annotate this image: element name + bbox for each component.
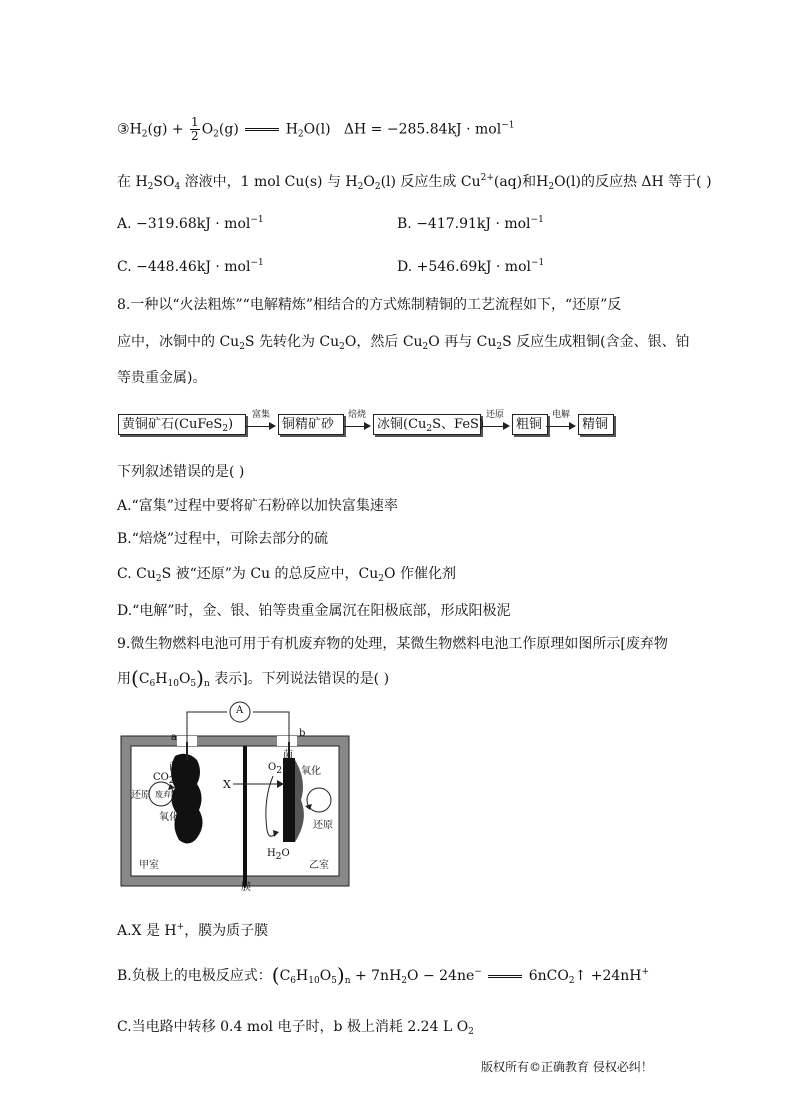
equals-sign <box>245 128 279 131</box>
arrow-head-icon <box>364 422 371 430</box>
flow-box-matte: 冰铜($Cu_2S$、FeS) <box>373 414 481 435</box>
q8-option-d[interactable]: D.“电解”时，金、银、铂等贵重金属沉在阳极底部，形成阳极泥 <box>117 603 511 619</box>
co2-label: $CO_2$ <box>153 772 175 786</box>
q7-stem: 在 $H_2SO_4$ 溶液中，1 mol Cu(s) 与 $H_2O_2(l)$ 反应生成 $Cu^{2+}(aq)$和$H_2O(l)$的反应热 ΔH 等于( ) <box>117 173 712 192</box>
q8-option-c[interactable]: C. $Cu_2S$ 被“还原”为 Cu 的总反应中，$Cu_2O$ 作催化剂 <box>117 566 456 584</box>
q8-stem-line1: 8.一种以“火法粗炼”“电解精炼”相结合的方式炼制精铜的工艺流程如下，“还原”反 <box>117 297 622 313</box>
arrow-head-icon <box>269 422 276 430</box>
arrow-head-icon <box>503 422 510 430</box>
flow-arrow-reduce: 还原 <box>480 414 510 433</box>
footer-copyright: 版权所有©正确教育 侵权必纠！ <box>481 1060 653 1074</box>
x-label: X <box>223 778 231 791</box>
electrode-a-label: a <box>171 732 177 743</box>
h2o-label: $H_2O$ <box>267 848 290 862</box>
flow-box-concentrate: 铜精矿砂 <box>278 414 344 435</box>
flow-arrow-enrich: 富集 <box>246 414 276 433</box>
fraction-one-half: $\frac{1}{2}$ <box>191 115 199 143</box>
q9-option-c[interactable]: C.当电路中转移 0.4 mol 电子时，b 极上消耗 2.24 L $O_2$ <box>117 1019 474 1037</box>
q7-option-b[interactable]: B. −417.91kJ · mol$^{-1}$ <box>397 215 544 232</box>
q9-stem-line1: 9.微生物燃料电池可用于有机废弃物的处理，某微生物燃料电池工作原理如图所示[废弃物 <box>117 636 668 652</box>
flow-box-refined-copper: 精铜 <box>578 414 614 435</box>
oxidize-right-label: 氧化 <box>301 766 321 777</box>
waste-label: 废弃物 <box>155 790 179 799</box>
q7-option-c[interactable]: C. −448.46kJ · mol$^{-1}$ <box>117 258 264 275</box>
room-left-label: 甲室 <box>139 860 159 871</box>
q9-stem-line2: 用$(C_6H_{10}O_5)_n$ 表示]。下列说法错误的是( ) <box>117 666 390 690</box>
ammeter-label: A <box>236 705 244 716</box>
q8-option-b[interactable]: B.“焙烧”过程中，可除去部分的硫 <box>117 531 329 547</box>
flow-arrow-electrolysis: 电解 <box>546 414 576 433</box>
oxidize-left-label: 氧化 <box>159 812 179 823</box>
q8-option-a[interactable]: A.“富集”过程中要将矿石粉碎以加快富集速率 <box>117 498 398 514</box>
bacteria-right-label: 菌 <box>283 750 293 761</box>
flow-arrow-roast: 焙烧 <box>343 414 371 433</box>
membrane-label: 膜 <box>241 882 251 893</box>
o2-label: $O_2$ <box>268 762 282 776</box>
q8-stem-line3: 等贵重金属)。 <box>117 370 207 386</box>
flow-box-crude-copper: 粗铜 <box>512 414 548 435</box>
room-right-label: 乙室 <box>309 860 329 871</box>
q9-option-b[interactable]: B.负极上的电极反应式：$(C_6H_{10}O_5)_n + 7nH_2O - 24ne^-$ 6nCO$_2$↑ +24nH+ <box>117 963 650 987</box>
equation-3: $③H_2(g)$ + $\frac{1}{2}$ $O_2(g)$ $H_2O(l)$ ΔH = −285.84kJ · mol$^{-1}$ <box>117 115 515 143</box>
arrow-head-icon <box>569 422 576 430</box>
bacteria-left-label: 菌 <box>169 762 179 773</box>
q9-option-a[interactable]: A.X 是 H+，膜为质子膜 <box>117 922 269 939</box>
equals-sign <box>488 975 522 978</box>
q8-question: 下列叙述错误的是( ) <box>117 464 245 480</box>
reduce-left-label: 还原 <box>131 790 151 801</box>
reduce-right-label: 还原 <box>313 820 333 831</box>
q7-option-d[interactable]: D. +546.69kJ · mol$^{-1}$ <box>397 258 545 275</box>
q7-option-a[interactable]: A. −319.68kJ · mol$^{-1}$ <box>117 215 264 232</box>
fuel-cell-diagram <box>117 700 353 893</box>
flow-box-chalcopyrite: 黄铜矿石(CuFeS$_2$) <box>118 414 246 435</box>
electrode-b-label: b <box>299 728 306 739</box>
q8-stem-line2: 应中，冰铜中的 $Cu_2S$ 先转化为 $Cu_2O$，然后 $Cu_2O$ 再与 $Cu_2S$ 反应生成粗铜(含金、银、铂 <box>117 334 690 352</box>
